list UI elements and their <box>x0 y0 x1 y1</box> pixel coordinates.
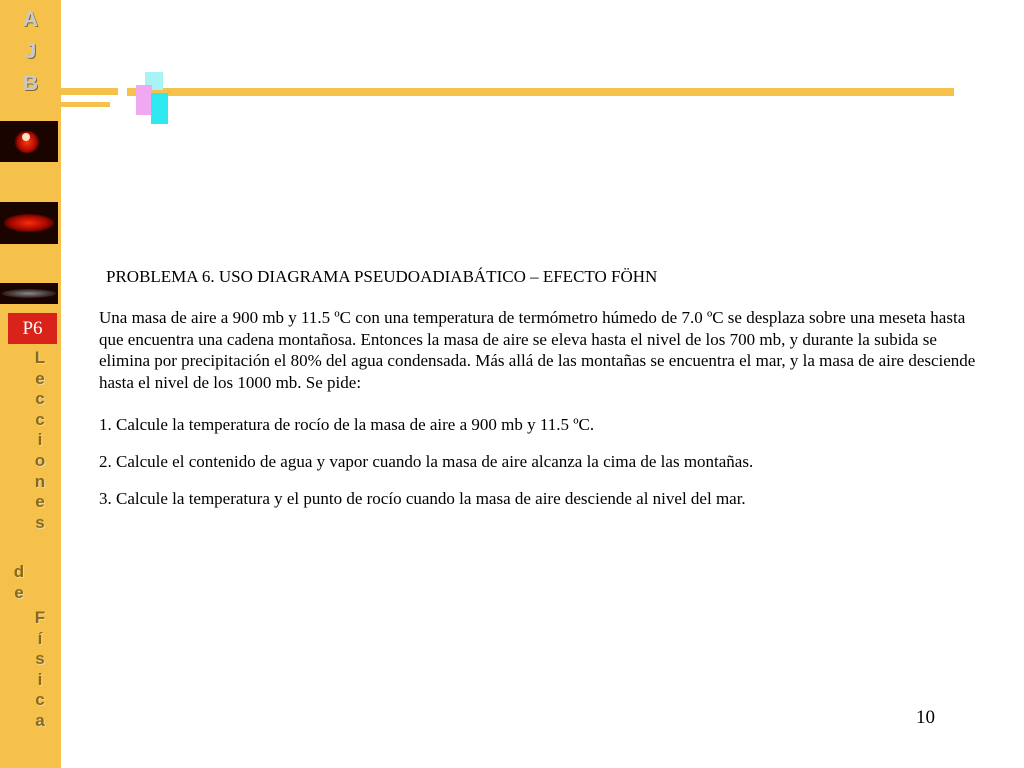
title-letter: i <box>37 430 43 450</box>
title-letter: L <box>34 348 46 367</box>
problem-statement: Una masa de aire a 900 mb y 11.5 ºC con una temperatura de termómetro húmedo de 7.0 ºC se desplaza sobre una meseta hasta que encuentra una cadena montañosa. Entonces la masa de aire se eleva hasta el nivel de los 700 mb, y durante la subida se elimina por precipitación el 80% del agua condensada. Más allá de las montañas se encuentra el mar, y la masa de aire desciende hasta el nivel de los 1000 mb. Se pide: <box>99 308 976 392</box>
title-letter: c <box>35 389 45 409</box>
title-letter: n <box>34 471 46 491</box>
logo-letter-j: J <box>24 40 37 63</box>
title-letter: c <box>35 409 45 429</box>
title-letter: o <box>34 450 46 470</box>
vertical-title-fisica <box>30 608 50 732</box>
question-3: 3. Calcule la temperatura y el punto de rocío cuando la masa de aire desciende al nivel del mar. <box>99 489 746 508</box>
question-1: 1. Calcule la temperatura de rocío de la masa de aire a 900 mb y 11.5 ºC. <box>99 415 595 434</box>
vertical-title-de <box>9 562 29 603</box>
header-rule-main <box>127 88 954 96</box>
question-2: 2. Calcule el contenido de agua y vapor cuando la masa de aire alcanza la cima de las montañas. <box>99 452 754 471</box>
thumbnail-image-2 <box>0 202 58 244</box>
title-letter: F <box>34 608 46 627</box>
logo-letter-b: B <box>22 72 39 95</box>
title-letter: e <box>35 368 45 388</box>
title-letter: s <box>35 649 45 669</box>
problem-badge: P6 <box>8 313 57 344</box>
page-number: 10 <box>916 707 935 728</box>
problem-title: PROBLEMA 6. USO DIAGRAMA PSEUDOADIABÁTICO – EFECTO FÖHN <box>106 267 658 286</box>
title-letter: s <box>35 512 45 532</box>
title-letter: a <box>35 710 45 730</box>
title-letter: e <box>35 492 45 512</box>
header-rule-left-top <box>61 88 118 95</box>
logo-letter-a: A <box>22 8 39 31</box>
vertical-title-lecciones <box>30 348 50 533</box>
title-letter: c <box>35 690 45 710</box>
sidebar <box>0 0 61 768</box>
thumbnail-image-1 <box>0 121 58 162</box>
decor-square-cyan <box>151 93 168 124</box>
thumbnail-image-3 <box>0 283 58 304</box>
title-letter: í <box>37 628 43 648</box>
header-rule-left-bottom <box>61 102 110 107</box>
title-letter: e <box>14 582 24 602</box>
decor-square-pink <box>136 85 152 115</box>
title-letter: d <box>13 562 25 581</box>
title-letter: i <box>37 669 43 689</box>
